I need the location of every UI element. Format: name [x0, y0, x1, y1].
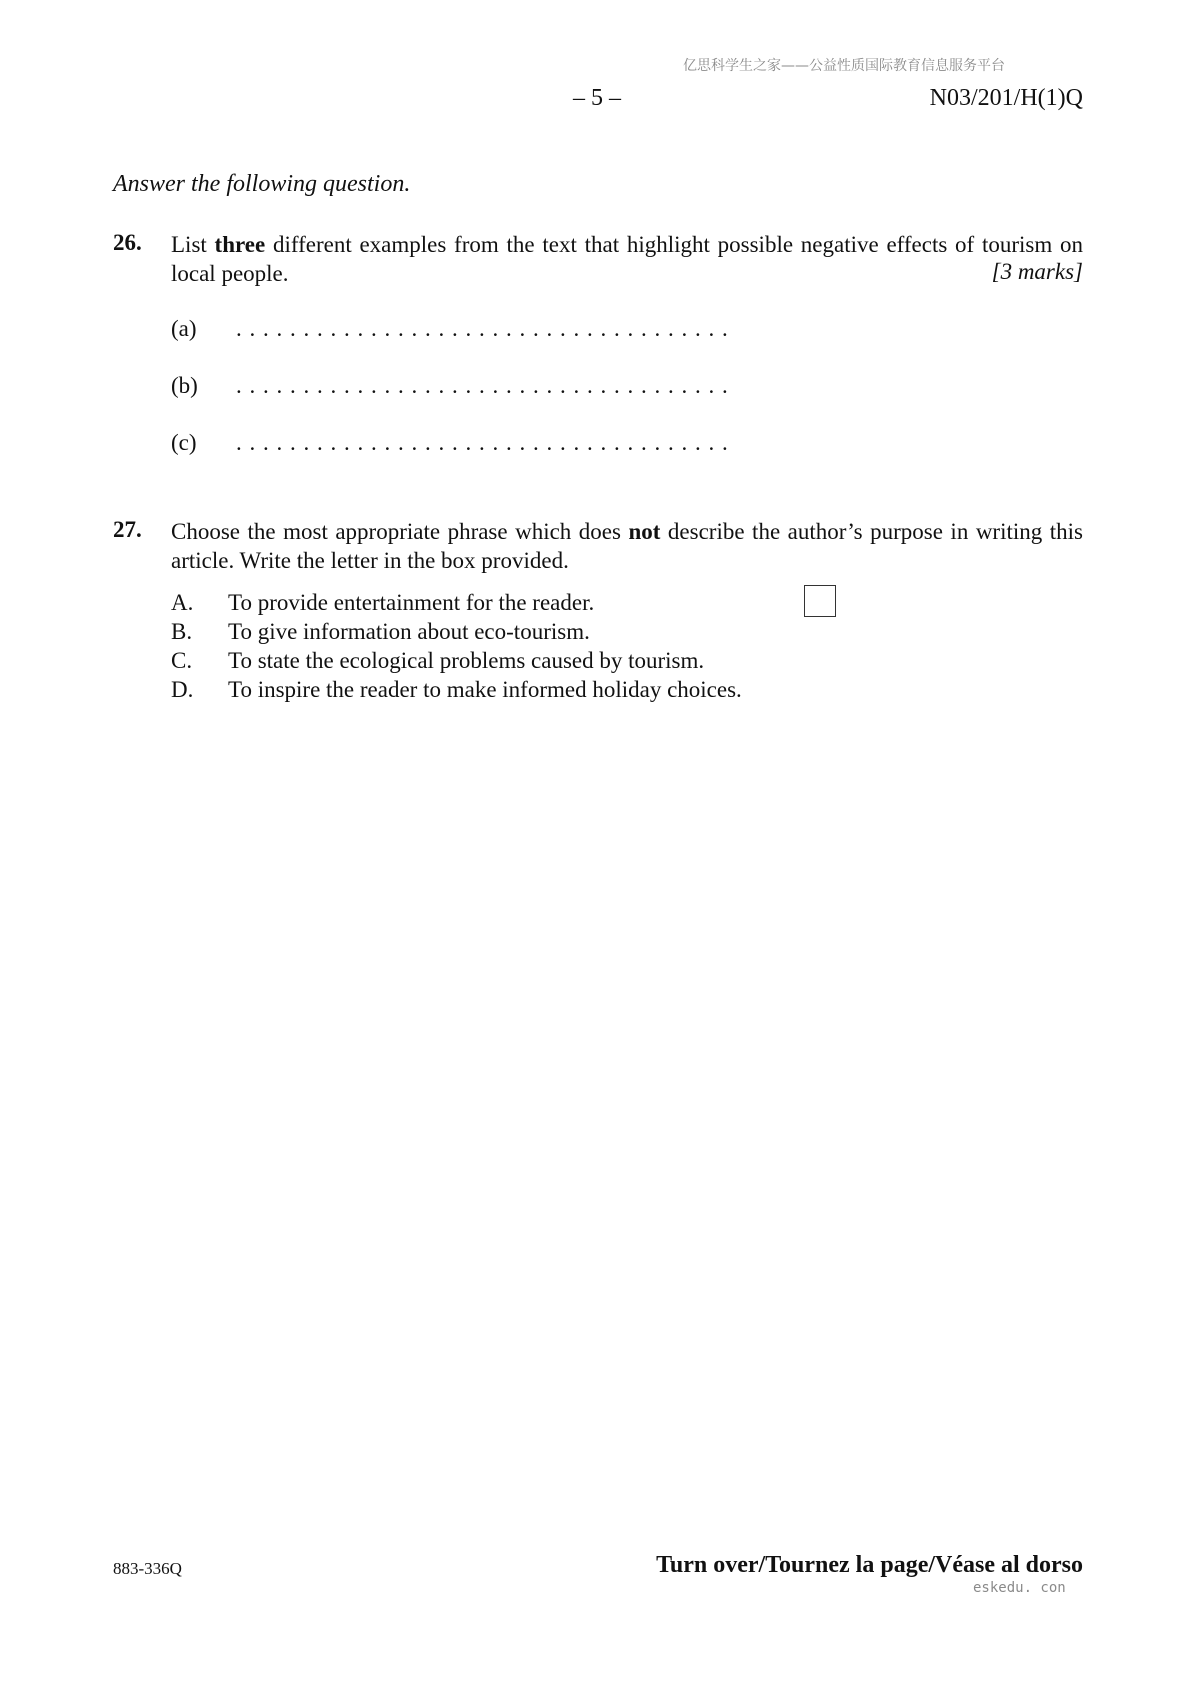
question-27-number: 27. [113, 517, 142, 542]
option-b-letter: B. [171, 619, 193, 644]
answer-b-label: (b) [171, 373, 198, 398]
question-27-text-post: describe the author’s purpose in writing this article. Write the letter in the box provided. [171, 519, 1083, 573]
answer-c-label: (c) [171, 430, 197, 455]
question-26-text-pre: List [171, 232, 215, 257]
question-27-text-pre: Choose the most appropriate phrase which does [171, 519, 629, 544]
answer-c-line[interactable]: . . . . . . . . . . . . . . . . . . . . . . . . . . . . . . . . . . . . . [236, 430, 729, 455]
question-26-text-post: different examples from the text that highlight possible negative effects of tourism on local people. [171, 232, 1083, 286]
turn-over-text: Turn over/Tournez la page/Véase al dorso [656, 1552, 1083, 1578]
question-26-marks: [3 marks] [991, 259, 1083, 284]
option-d-letter: D. [171, 677, 194, 702]
watermark-top: 亿思科学生之家——公益性质国际教育信息服务平台 [683, 58, 1005, 74]
question-27-text-bold: not [628, 519, 661, 544]
watermark-bottom: eskedu. con [973, 1580, 1066, 1596]
answer-a-label: (a) [171, 316, 197, 341]
option-d-text: To inspire the reader to make informed holiday choices. [228, 677, 742, 702]
page-number: – 5 – [573, 85, 621, 111]
option-a-letter: A. [171, 590, 194, 615]
question-26-text-bold: three [214, 232, 266, 257]
question-27-text [171, 517, 1083, 575]
document-code: N03/201/H(1)Q [929, 85, 1083, 111]
option-c-text: To state the ecological problems caused by tourism. [228, 648, 705, 673]
question-26-number: 26. [113, 230, 142, 255]
option-b-text: To give information about eco-tourism. [228, 619, 590, 644]
instruction-text: Answer the following question. [113, 171, 411, 197]
answer-box[interactable] [804, 585, 836, 617]
option-c-letter: C. [171, 648, 193, 673]
question-26-text [171, 230, 1083, 288]
option-a-text: To provide entertainment for the reader. [228, 590, 595, 615]
footer-code: 883-336Q [113, 1559, 182, 1578]
answer-b-line[interactable]: . . . . . . . . . . . . . . . . . . . . . . . . . . . . . . . . . . . . . [236, 373, 729, 398]
answer-a-line[interactable]: . . . . . . . . . . . . . . . . . . . . . . . . . . . . . . . . . . . . . [236, 316, 729, 341]
